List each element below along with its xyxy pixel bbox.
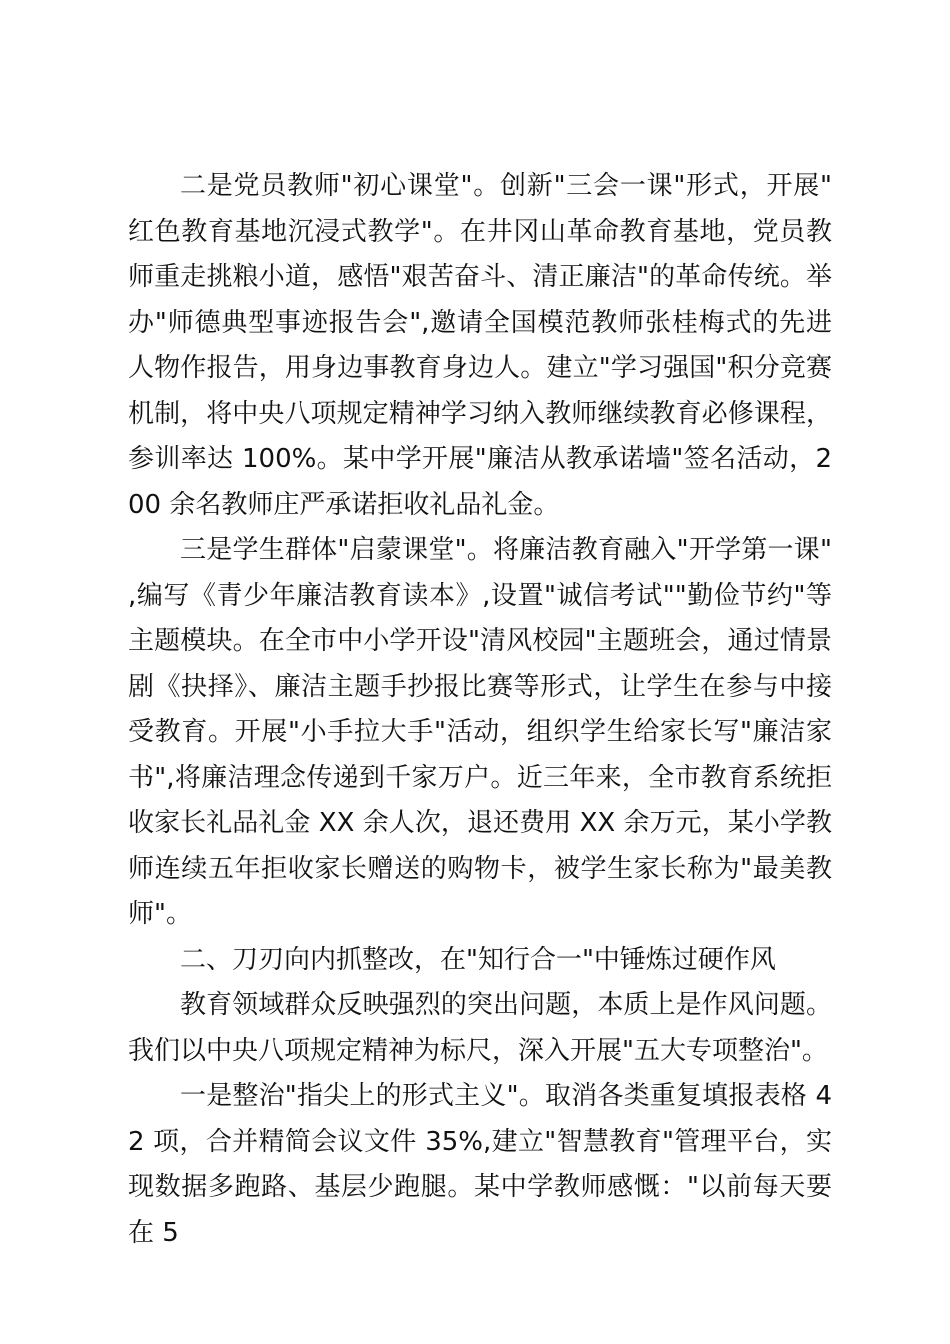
paragraph-party-teachers: 二是党员教师"初心课堂"。创新"三会一课"形式，开展"红色教育基地沉浸式教学"。在井冈山革命教育基地，党员教师重走挑粮小道，感悟"艰苦奋斗、清正廉洁"的革命传统。举办"师德典型事迹报告会",邀请全国模范教师张桂梅式的先进人物作报告，用身边事教育身边人。建立"学习强国"积分竞赛机制，将中央八项规定精神学习纳入教师继续教育必修课程，参训率达 100%。某中学开展"廉洁从教承诺墙"签名活动，200 余名教师庄严承诺拒收礼品礼金。 (128, 171, 832, 520)
section-heading: 二、刀刃向内抓整改，在"知行合一"中锤炼过硬作风 (180, 944, 776, 975)
paragraph-intro: 教育领域群众反映强烈的突出问题，本质上是作风问题。我们以中央八项规定精神为标尺，深入开展"五大专项整治"。 (128, 990, 832, 1066)
paragraph-formalism: 一是整治"指尖上的形式主义"。取消各类重复填报表格 42 项，合并精简会议文件 35%,建立"智慧教育"管理平台，实现数据多跑路、基层少跑腿。某中学教师感慨："以前每天要在 5 (128, 1081, 832, 1248)
document-body (128, 164, 832, 1256)
paragraph-students: 三是学生群体"启蒙课堂"。将廉洁教育融入"开学第一课",编写《青少年廉洁教育读本》,设置"诚信考试""勤俭节约"等主题模块。在全市中小学开设"清风校园"主题班会，通过情景剧《抉择》、廉洁主题手抄报比赛等形式，让学生在参与中接受教育。开展"小手拉大手"活动，组织学生给家长写"廉洁家书",将廉洁理念传递到千家万户。近三年来，全市教育系统拒收家长礼品礼金 XX 余人次，退还费用 XX 余万元，某小学教师连续五年拒收家长赠送的购物卡，被学生家长称为"最美教师"。 (128, 535, 832, 929)
